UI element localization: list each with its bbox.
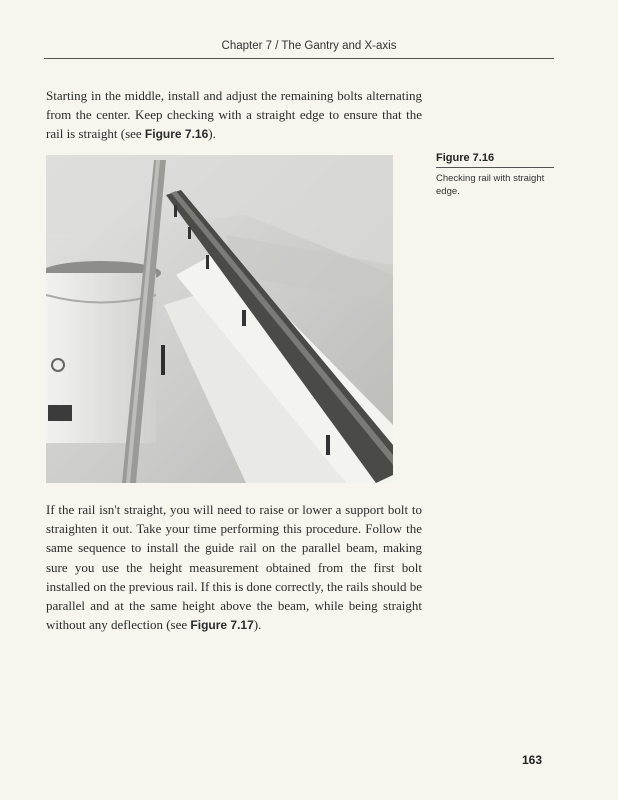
body-paragraph-2 [46,500,422,635]
figure-reference-7-17[interactable]: Figure 7.17 [190,618,254,633]
paragraph-2-text: If the rail isn't straight, you will need to raise or lower a support bolt to straighten it out. Take your time performing this procedure. Follow the same sequence to install the guide rail on the parallel beam, making sure you use the height measurement obtained from the first bolt installed on the previous rail. If this is done correctly, the rails should be parallel and at the same height above the beam, while being straight without any deflection (see [46,502,422,633]
figure-photo-rail-straight-edge [46,155,393,483]
figure-caption-text: Checking rail with straight edge. [436,173,545,197]
page-number: 163 [522,753,543,767]
figure-caption-title: Figure 7.16 [436,152,495,164]
figure-reference-7-16[interactable]: Figure 7.16 [144,127,209,142]
header-rule [44,58,554,59]
running-head: Chapter 7 / The Gantry and X-axis [221,40,397,52]
paragraph-1-text: Starting in the middle, install and adjust the remaining bolts alternating from the center. Keep checking with a straight edge to ensure that the rail is straight (see [46,88,422,142]
photo-illustration [46,155,393,483]
body-paragraph-1 [46,86,422,145]
paragraph-1-tail: ). [208,126,216,142]
paragraph-2-tail: ). [253,617,262,633]
caption-rule [436,167,554,168]
